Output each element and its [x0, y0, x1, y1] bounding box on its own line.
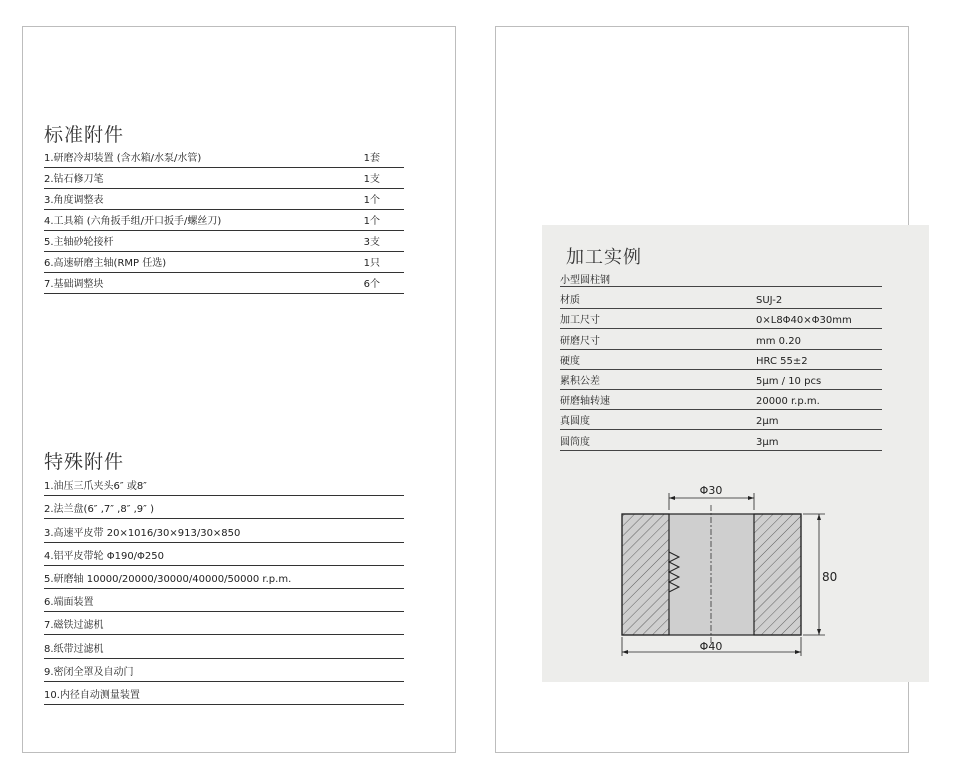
accessory-name: 7.基础调整块 [44, 279, 104, 290]
spec-key: 研磨尺寸 [560, 335, 600, 347]
accessory-quantity: 3支 [363, 237, 380, 248]
accessory-quantity: 1个 [363, 195, 380, 206]
spec-value: 2μm [756, 416, 779, 428]
accessory-quantity: 1个 [363, 216, 380, 227]
left-wall-section [622, 514, 669, 635]
accessory-name: 8.纸带过滤机 [44, 643, 104, 655]
height-dimension-label: 80 [822, 570, 838, 584]
accessory-name: 3.角度调整表 [44, 195, 104, 206]
spec-key: 真圆度 [560, 416, 590, 428]
spec-key: 硬度 [560, 355, 580, 367]
accessory-name: 2.钻石修刀笔 [44, 174, 104, 185]
processing-example-title: 加工实例 [566, 247, 642, 268]
accessory-name: 9.密闭全罩及自动门 [44, 666, 134, 678]
accessory-quantity: 1套 [363, 153, 380, 164]
accessory-name: 5.研磨轴 10000/20000/30000/40000/50000 r.p.m. [44, 573, 292, 585]
right-wall-section [754, 514, 801, 635]
spec-value: HRC 55±2 [756, 355, 808, 367]
spec-key: 累积公差 [560, 375, 600, 387]
accessory-name: 6.高速研磨主轴(RMP 任选) [44, 258, 167, 269]
accessory-name: 6.端面装置 [44, 597, 94, 609]
accessory-quantity: 1支 [363, 174, 380, 185]
accessory-name: 1.研磨冷却装置 (含水箱/水泵/水管) [44, 153, 202, 164]
accessory-name: 4.工具箱 (六角扳手组/开口扳手/螺丝刀) [44, 216, 222, 227]
special-accessories-title: 特殊附件 [44, 451, 125, 473]
accessory-name: 4.铝平皮带轮 Φ190/Φ250 [44, 550, 165, 562]
processing-example-subtitle: 小型圆柱钢 [560, 275, 610, 286]
spec-key: 加工尺寸 [560, 315, 600, 327]
spec-key: 圆筒度 [560, 436, 590, 448]
inner-dimension-label: Φ30 [699, 484, 723, 497]
accessory-name: 3.高速平皮带 20×1016/30×913/30×850 [44, 527, 241, 539]
spec-value: 20000 r.p.m. [756, 396, 820, 408]
spec-value: SUJ-2 [756, 295, 783, 307]
accessory-quantity: 1只 [363, 258, 380, 269]
accessory-name: 5.主轴砂轮接杆 [44, 237, 114, 248]
accessory-name: 7.磁铁过滤机 [44, 620, 104, 632]
spec-key: 研磨轴转速 [560, 396, 610, 408]
standard-accessories-title: 标准附件 [44, 124, 125, 146]
spec-value: 0×L8Φ40×Φ30mm [756, 315, 852, 327]
spec-value: 5μm / 10 pcs [756, 375, 822, 387]
spec-value: 3μm [756, 436, 779, 448]
spec-key: 材质 [560, 295, 580, 307]
accessory-quantity: 6个 [363, 279, 380, 290]
accessory-name: 10.内径自动测量装置 [44, 689, 140, 701]
accessory-name: 1.油压三爪夹头6″ 或8″ [44, 481, 147, 493]
accessory-name: 2.法兰盘(6″ ,7″ ,8″ ,9″ ) [44, 504, 154, 516]
outer-dimension-label: Φ40 [699, 640, 723, 653]
spec-value: mm 0.20 [756, 335, 801, 347]
